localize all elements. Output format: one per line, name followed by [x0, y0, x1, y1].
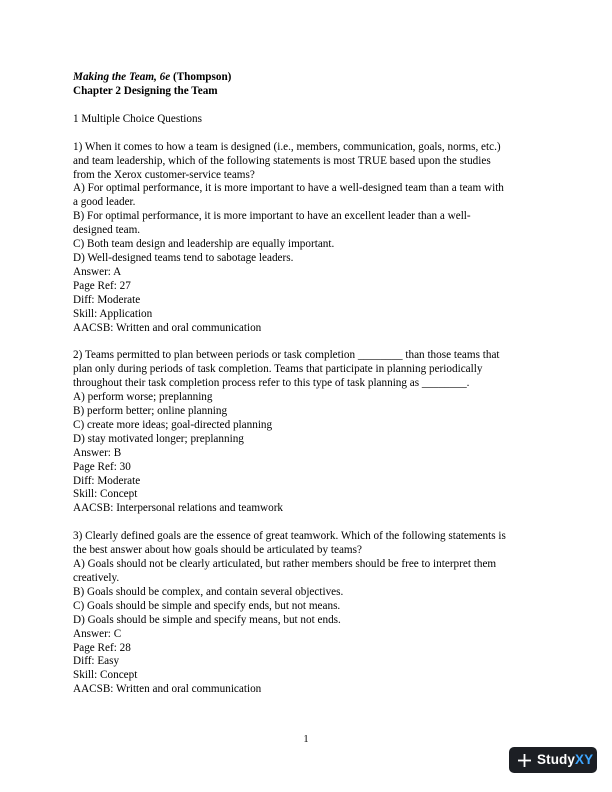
answer-option-line: B) perform better; online planning [73, 405, 228, 418]
question-stem-line: from the Xerox customer-service teams? [73, 168, 255, 181]
answer-option-line: designed team. [73, 224, 141, 237]
book-heading [73, 71, 543, 85]
chapter-heading: Chapter 2 Designing the Team [73, 84, 218, 97]
skill: Skill: Application [73, 307, 153, 320]
answer-option-line: B) For optimal performance, it is more important to have an excellent leader than a well- [73, 210, 471, 223]
page-reference: Page Ref: 27 [73, 279, 131, 292]
question-1 [73, 141, 543, 336]
question-3 [73, 530, 543, 697]
badge-label [537, 753, 593, 767]
page-number: 1 [303, 734, 309, 745]
answer-key: Answer: C [73, 627, 122, 640]
answer-option-line: A) Goals should not be clearly articulated, but rather members should be free to interpret them [73, 558, 497, 571]
book-author: (Thompson) [170, 71, 232, 83]
difficulty: Diff: Easy [73, 655, 120, 668]
page-reference: Page Ref: 28 [73, 641, 131, 654]
answer-key: Answer: A [73, 265, 122, 278]
question-stem-line: plan only during periods of task completion. Teams that participate in planning periodically [73, 363, 483, 376]
answer-option-line: C) Both team design and leadership are equally important. [73, 238, 335, 251]
question-list [73, 141, 543, 697]
badge-brand-accent: XY [575, 752, 594, 768]
question-stem-line: 3) Clearly defined goals are the essence of great teamwork. Which of the following statements is [73, 530, 506, 543]
document-page [73, 71, 543, 697]
page-reference: Page Ref: 30 [73, 460, 131, 473]
answer-option-line: B) Goals should be complex, and contain several objectives. [73, 585, 344, 598]
section-title: 1 Multiple Choice Questions [73, 112, 202, 125]
answer-option-line: D) Well-designed teams tend to sabotage leaders. [73, 251, 294, 264]
difficulty: Diff: Moderate [73, 293, 141, 306]
aacsb-standard: AACSB: Interpersonal relations and teamwork [73, 502, 284, 515]
question-stem-line: and team leadership, which of the following statements is most TRUE based upon the studies [73, 154, 491, 167]
answer-option-line: D) Goals should be simple and specify means, but not ends. [73, 613, 341, 626]
answer-option-line: a good leader. [73, 196, 136, 209]
aacsb-standard: AACSB: Written and oral communication [73, 683, 262, 696]
answer-key: Answer: B [73, 446, 122, 459]
answer-option-line: C) Goals should be simple and specify ends, but not means. [73, 599, 341, 612]
badge-brand-main: Study [537, 752, 576, 768]
skill: Skill: Concept [73, 488, 138, 501]
question-stem-line: 1) When it comes to how a team is designed (i.e., members, communication, goals, norms, etc.) [73, 140, 501, 153]
studyxy-badge[interactable] [509, 747, 597, 773]
spacer [73, 99, 543, 113]
answer-option-line: C) create more ideas; goal-directed planning [73, 418, 273, 431]
answer-option-line: A) For optimal performance, it is more important to have a well-designed team than a team with [73, 182, 504, 195]
question-stem-line: 2) Teams permitted to plan between periods or task completion ________ than those teams that [73, 349, 500, 362]
question-stem-line: throughout their task completion process refer to this type of task planning as ________. [73, 377, 470, 390]
plus-icon [518, 754, 531, 767]
question-stem-line: the best answer about how goals should be articulated by teams? [73, 544, 362, 557]
answer-option-line: creatively. [73, 572, 120, 584]
aacsb-standard: AACSB: Written and oral communication [73, 321, 262, 334]
answer-option-line: D) stay motivated longer; preplanning [73, 432, 244, 445]
answer-option-line: A) perform worse; preplanning [73, 391, 213, 404]
skill: Skill: Concept [73, 669, 138, 682]
question-2 [73, 349, 543, 516]
difficulty: Diff: Moderate [73, 474, 141, 487]
book-title: Making the Team, 6e [73, 71, 171, 83]
